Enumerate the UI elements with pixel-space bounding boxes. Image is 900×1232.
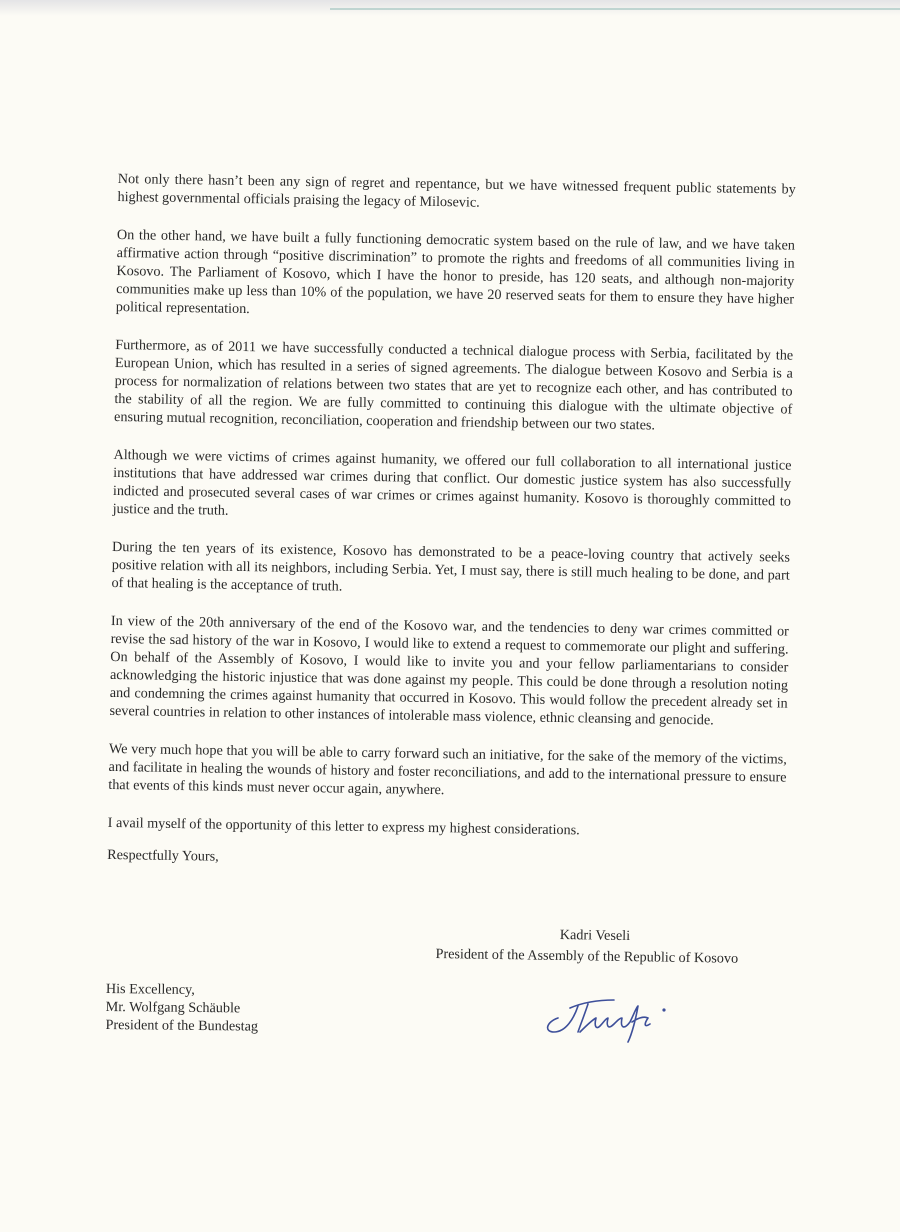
paragraph-4: Although we were victims of crimes against humanity, we offered our full collaboration to all international justice institutions that have addressed war crimes during that conflict. Our domestic justice system has also successfully indicted and prosecuted several cases of war crimes or crimes against humanity. Kosovo is thoroughly committed to justice and the truth. — [112, 446, 792, 519]
paragraph-6: In view of the 20th anniversary of the end of the Kosovo war, and the tendencies to deny war crimes committed or revise the sad history of the war in Kosovo, I would like to extend a request to commemorate our plight and suffering. On behalf of the Assembly of Kosovo, I would like to invite you and your fellow parliamentarians to consider acknowledging the historic injustice that was done against my people. This could be done through a resolution noting and condemning the crimes against humanity that occurred in Kosovo. This would follow the precedent already set in several countries in relation to other instances of intolerable mass violence, ethnic cleansing and genocide. — [109, 612, 789, 729]
paragraph-2: On the other hand, we have built a fully functioning democratic system based on the rule of law, and we have taken affirmative action through “positive discrimination” to promote the rights and freedoms of all communities living in Kosovo. The Parliament of Kosovo, which I have the honor to preside, has 120 seats, and although non-majority communities make up less than 10% of the population, we have 20 reserved seats for them to ensure they have higher political representation. — [115, 226, 796, 318]
handwritten-signature — [540, 988, 690, 1048]
recipient-name: Mr. Wolfgang Schäuble — [105, 998, 241, 1017]
paragraph-3: Furthermore, as of 2011 we have successfully conducted a technical dialogue process with Serbia, facilitated by the European Union, which has resulted in a series of signed agreements. The dialogue between Kosovo and Serbia is a process for normalization of relations between two states that are yet to recognize each other, and has contributed to the stability of all the region. We are fully committed to continuing this dialogue with the ultimate objective of ensuring mutual recognition, reconciliation, cooperation and friendship between our two states. — [113, 336, 794, 434]
signatory-name: Kadri Veseli — [559, 926, 631, 945]
closing-line: Respectfully Yours, — [107, 846, 219, 865]
letter-body — [107, 170, 796, 875]
paragraph-7: We very much hope that you will be able to carry forward such an initiative, for the sake of the memory of the victims, and facilitate in healing the wounds of history and foster reconciliations, and add to the international pressure to ensure that events of this kinds must never occur again, anywhere. — [108, 740, 787, 799]
recipient-title: President of the Bundestag — [105, 1016, 259, 1035]
recipient-block — [105, 980, 258, 1036]
paragraph-1: Not only there hasn’t been any sign of regret and repentance, but we have witnessed frequent public statements by highest governmental officials praising the legacy of Milosevic. — [117, 170, 796, 211]
signatory-block — [435, 923, 738, 970]
recipient-salutation: His Excellency, — [105, 980, 195, 998]
paragraph-8: I avail myself of the opportunity of this letter to express my highest considerations. — [107, 814, 580, 839]
scan-edge-line — [330, 8, 900, 10]
signatory-title: President of the Assembly of the Republic of Kosovo — [435, 945, 739, 967]
paragraph-5: During the ten years of its existence, Kosovo has demonstrated to be a peace-loving country that actively seeks positive relation with all its neighbors, including Serbia. Yet, I must say, there is still much healing to be done, and part of that healing is the acceptance of truth. — [111, 538, 791, 595]
